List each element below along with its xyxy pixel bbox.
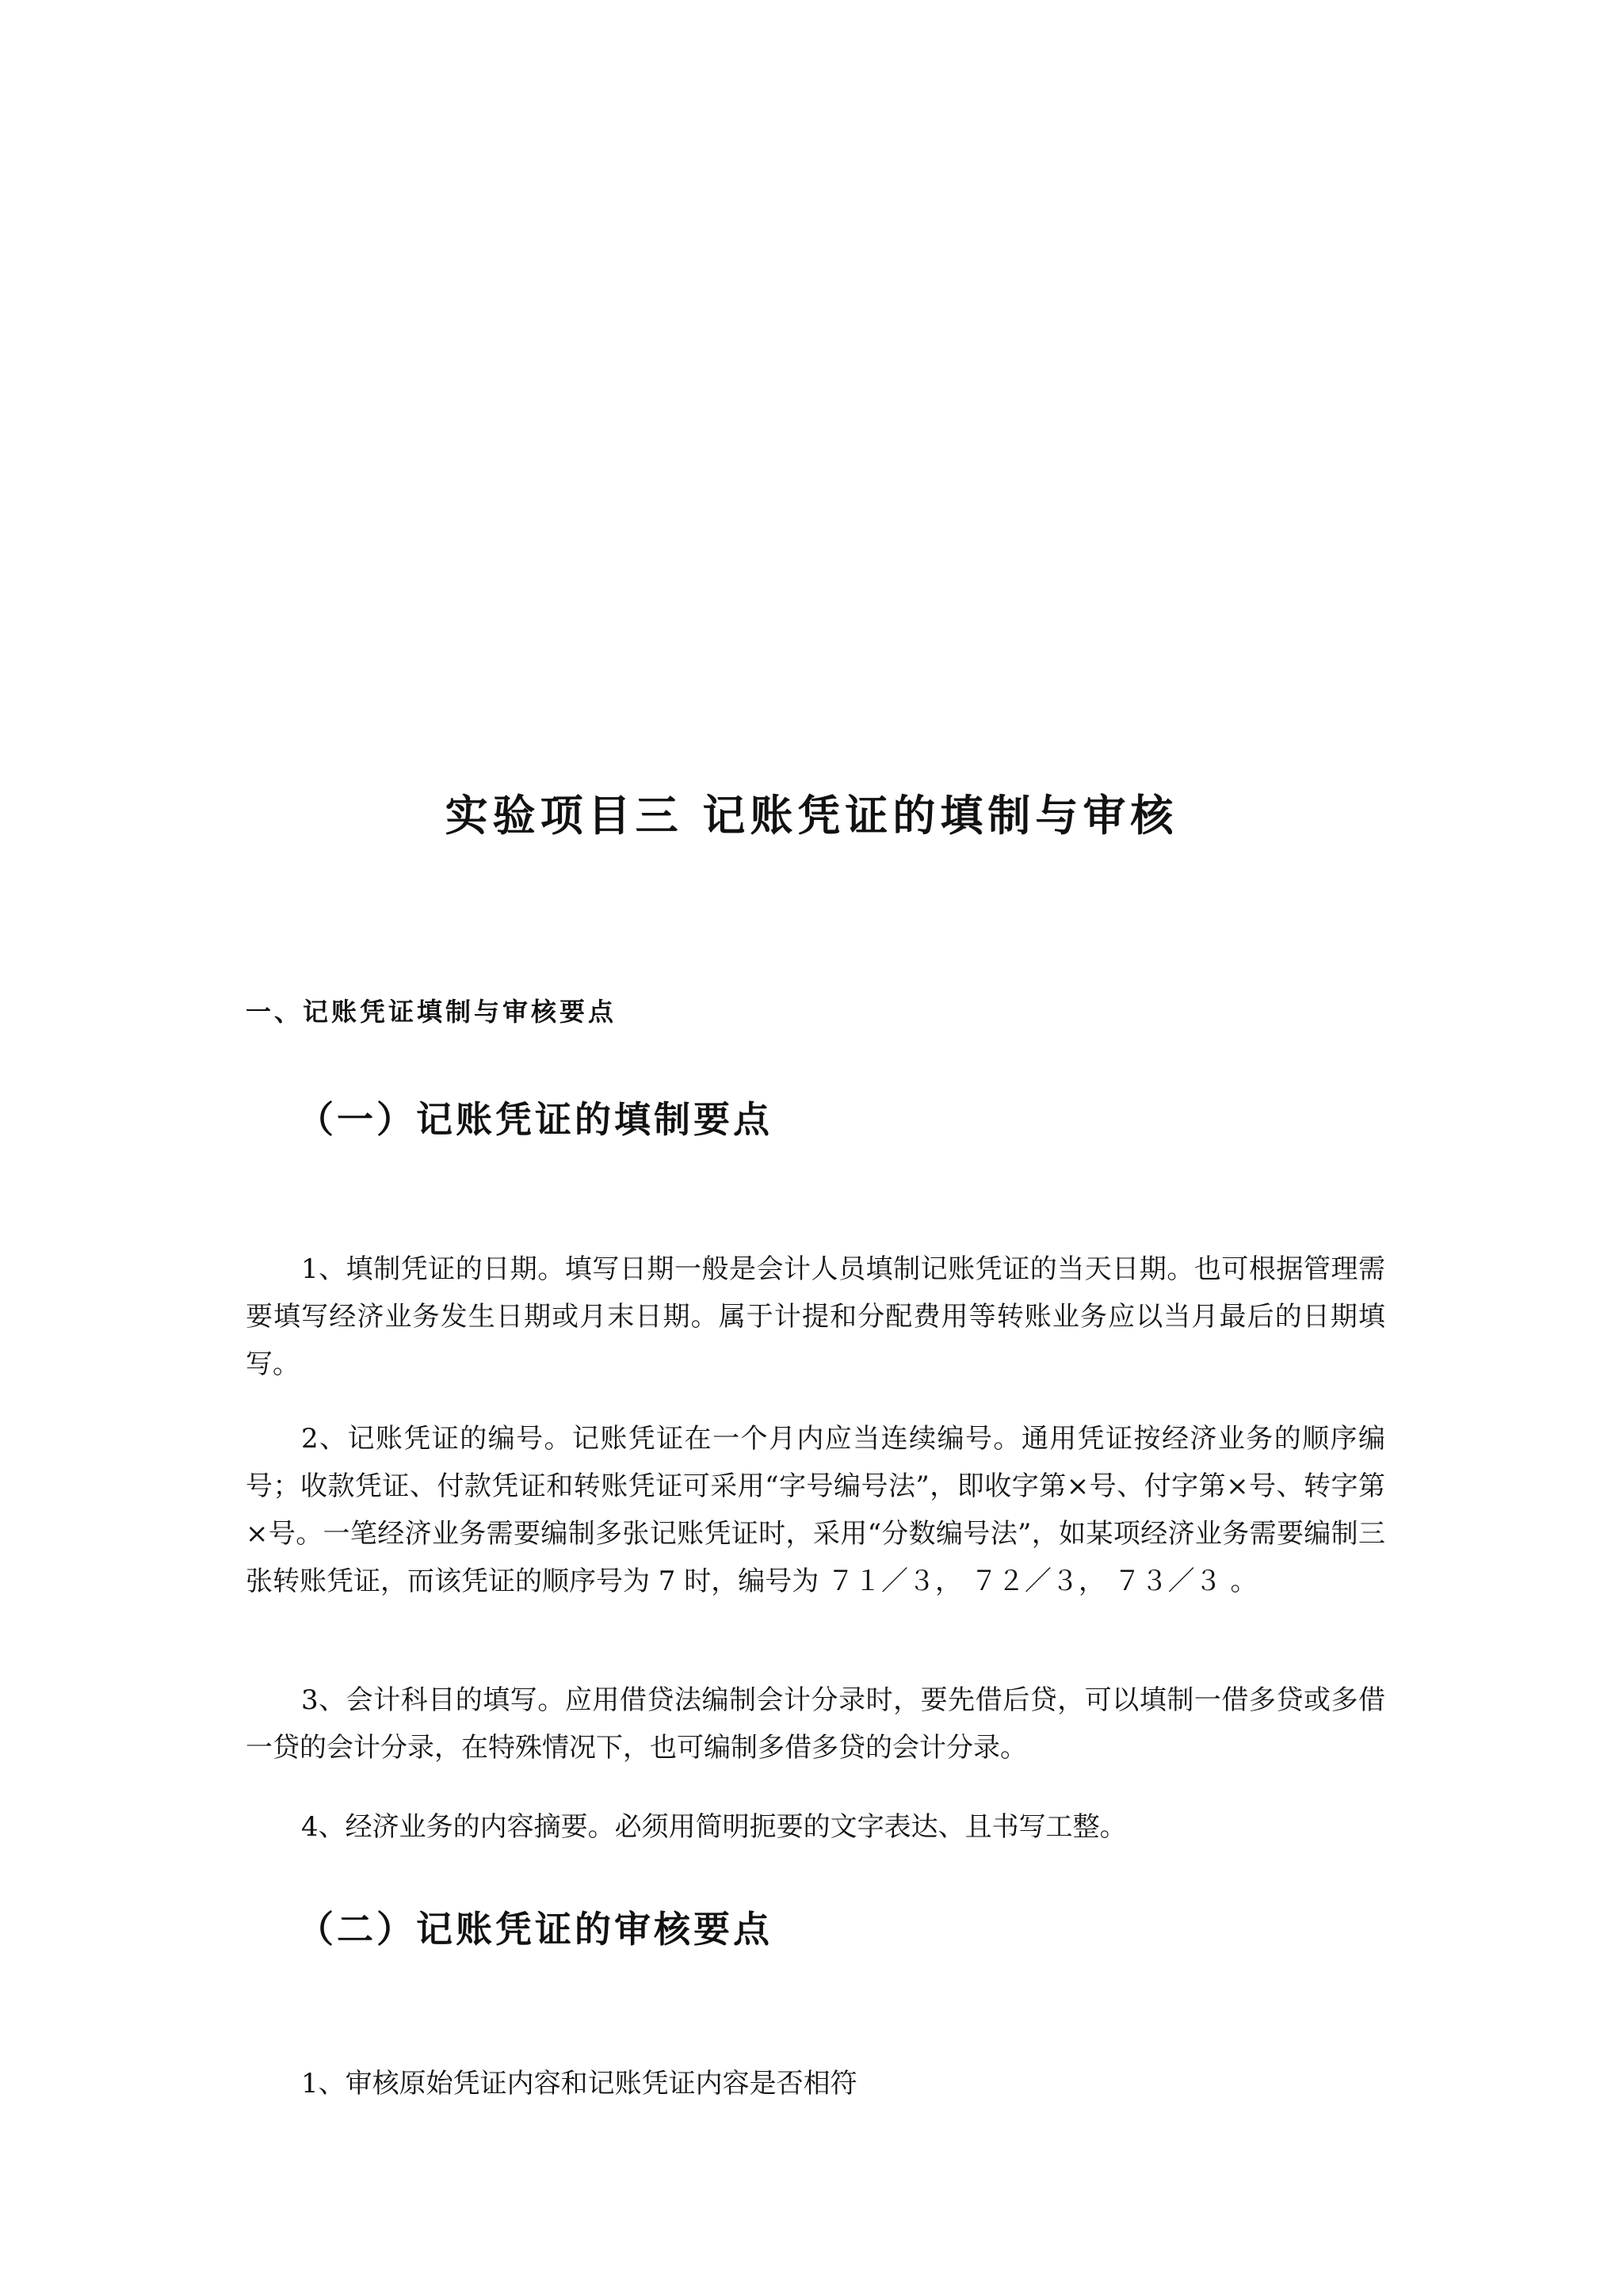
paragraph-audit-consistency: 1、审核原始凭证内容和记账凭证内容是否相符 [301, 2068, 857, 2100]
subsection-heading-audit-points: （二）记账凭证的审核要点 [297, 1908, 773, 1951]
paragraph-business-summary: 4、经济业务的内容摘要。必须用简明扼要的文字表达、且书写工整。 [301, 1811, 1127, 1843]
section-heading: 一、记账凭证填制与审核要点 [246, 997, 617, 1027]
paragraph-voucher-numbering: 2、记账凭证的编号。记账凭证在一个月内应当连续编号。通用凭证按经济业务的顺序编号；收款凭证、付款凭证和转账凭证可采用“字号编号法”，即收字第×号、付字第×号、转字第×号。一笔经济业务需要编制多张记账凭证时，采用“分数编号法”，如某项经济业务需要编制三张转账凭证，而该凭证的顺序号为 7 时，编号为 ７１／３， ７２／３， ７３／３ 。 [246, 1423, 1385, 1597]
paragraph-account-subject: 3、会计科目的填写。应用借贷法编制会计分录时，要先借后贷，可以填制一借多贷或多借一贷的会计分录，在特殊情况下，也可编制多借多贷的会计分录。 [246, 1684, 1385, 1764]
paragraph-voucher-date: 1、填制凭证的日期。填写日期一般是会计人员填制记账凭证的当天日期。也可根据管理需要填写经济业务发生日期或月末日期。属于计提和分配费用等转账业务应以当月最后的日期填写。 [246, 1253, 1385, 1380]
subsection-heading-fill-points: （一）记账凭证的填制要点 [297, 1098, 773, 1141]
document-title: 实验项目三 记账凭证的填制与审核 [445, 791, 1178, 841]
